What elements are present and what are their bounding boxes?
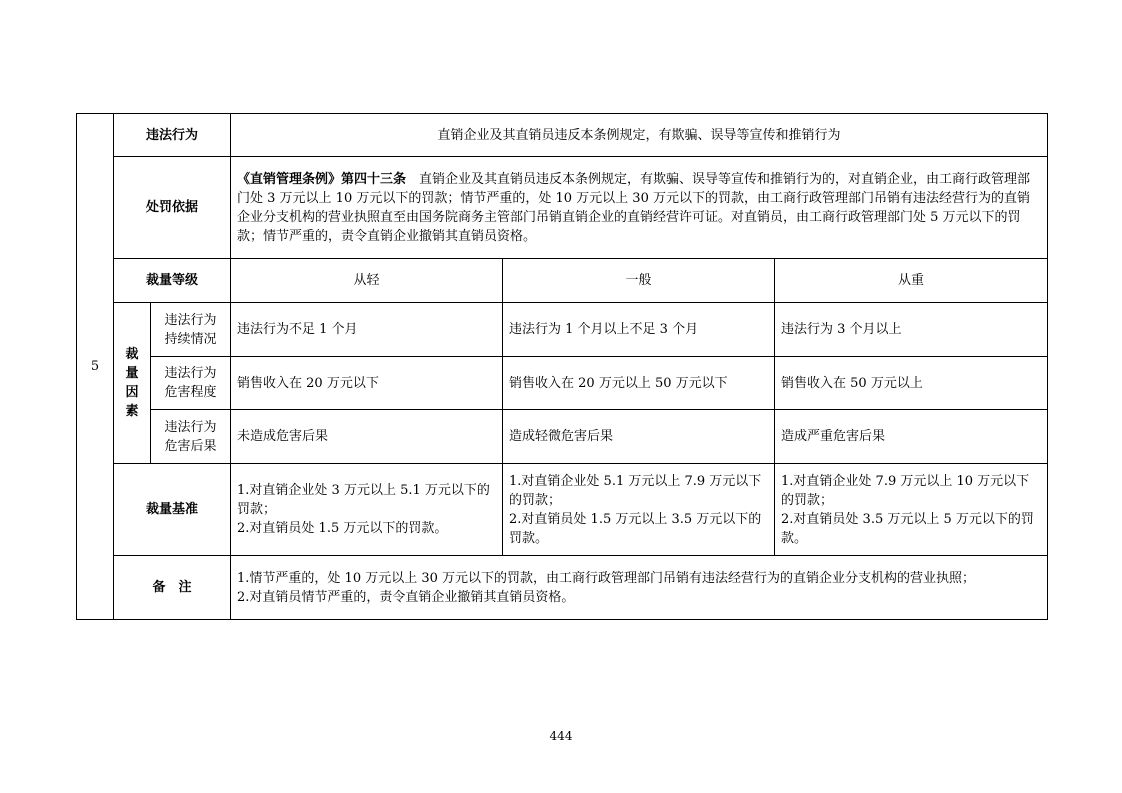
factor-cell: 销售收入在 20 万元以上 50 万元以下 bbox=[503, 357, 775, 410]
factors-char: 因 bbox=[125, 385, 139, 400]
remark-row bbox=[77, 556, 1048, 620]
factor-cell: 未造成危害后果 bbox=[231, 410, 503, 464]
standard-cell: 1.对直销企业处 5.1 万元以上 7.9 万元以下的罚款； 2.对直销员处 1.5 万元以上 3.5 万元以下的罚款。 bbox=[503, 464, 775, 556]
basis-label: 处罚依据 bbox=[114, 157, 231, 259]
factor-name: 违法行为 持续情况 bbox=[151, 303, 231, 357]
factor-cell: 销售收入在 50 万元以上 bbox=[775, 357, 1048, 410]
violation-row bbox=[77, 114, 1048, 157]
factor-cell: 违法行为 1 个月以上不足 3 个月 bbox=[503, 303, 775, 357]
factor-cell: 违法行为 3 个月以上 bbox=[775, 303, 1048, 357]
violation-text: 直销企业及其直销员违反本条例规定，有欺骗、误导等宣传和推销行为 bbox=[231, 114, 1048, 157]
level-row bbox=[77, 259, 1048, 303]
penalty-discretion-table bbox=[76, 113, 1048, 620]
factor-name: 违法行为 危害后果 bbox=[151, 410, 231, 464]
basis-row bbox=[77, 157, 1048, 259]
factors-char: 裁 bbox=[125, 347, 139, 362]
remark-label: 备 注 bbox=[114, 556, 231, 620]
factor-cell: 销售收入在 20 万元以下 bbox=[231, 357, 503, 410]
page-number: 444 bbox=[549, 729, 573, 743]
standard-cell: 1.对直销企业处 3 万元以上 5.1 万元以下的罚款； 2.对直销员处 1.5 万元以下的罚款。 bbox=[231, 464, 503, 556]
law-title: 《直销管理条例》第四十三条 bbox=[237, 171, 407, 187]
level-normal: 一般 bbox=[503, 259, 775, 303]
violation-label: 违法行为 bbox=[114, 114, 231, 157]
standard-cell: 1.对直销企业处 7.9 万元以上 10 万元以下的罚款； 2.对直销员处 3.5 万元以上 5 万元以下的罚款。 bbox=[775, 464, 1048, 556]
basis-text: 直销企业及其直销员违反本条例规定，有欺骗、误导等宣传和推销行为的，对直销企业，由工商行政管理部门处 3 万元以上 10 万元以下的罚款；情节严重的，处 10 万元以上 30 万元以下的罚款，由工商行政管理部门吊销有违法经营行为的直销企业分支机构的营业执照直至由国务院商务主管部门吊销直销企业的直销经营许可证。对直销员，由工商行政管理部门处 5 万元以下的罚款；情节严重的，责令直销企业撤销其直销员资格。 bbox=[237, 171, 1031, 244]
level-light: 从轻 bbox=[231, 259, 503, 303]
basis-cell bbox=[231, 157, 1048, 259]
factor-cell: 造成严重危害后果 bbox=[775, 410, 1048, 464]
factor-cell: 违法行为不足 1 个月 bbox=[231, 303, 503, 357]
factor-row bbox=[77, 410, 1048, 464]
factor-row bbox=[77, 303, 1048, 357]
factors-label bbox=[114, 303, 151, 464]
factor-cell: 造成轻微危害后果 bbox=[503, 410, 775, 464]
row-number: 5 bbox=[77, 114, 114, 620]
factors-char: 量 bbox=[125, 366, 139, 381]
level-label: 裁量等级 bbox=[114, 259, 231, 303]
standard-label: 裁量基准 bbox=[114, 464, 231, 556]
factor-name: 违法行为 危害程度 bbox=[151, 357, 231, 410]
level-heavy: 从重 bbox=[775, 259, 1048, 303]
standard-row bbox=[77, 464, 1048, 556]
factors-char: 素 bbox=[125, 404, 139, 419]
remark-text: 1.情节严重的，处 10 万元以上 30 万元以下的罚款，由工商行政管理部门吊销有违法经营行为的直销企业分支机构的营业执照； 2.对直销员情节严重的，责令直销企业撤销其直销员资格。 bbox=[231, 556, 1048, 620]
factor-row bbox=[77, 357, 1048, 410]
